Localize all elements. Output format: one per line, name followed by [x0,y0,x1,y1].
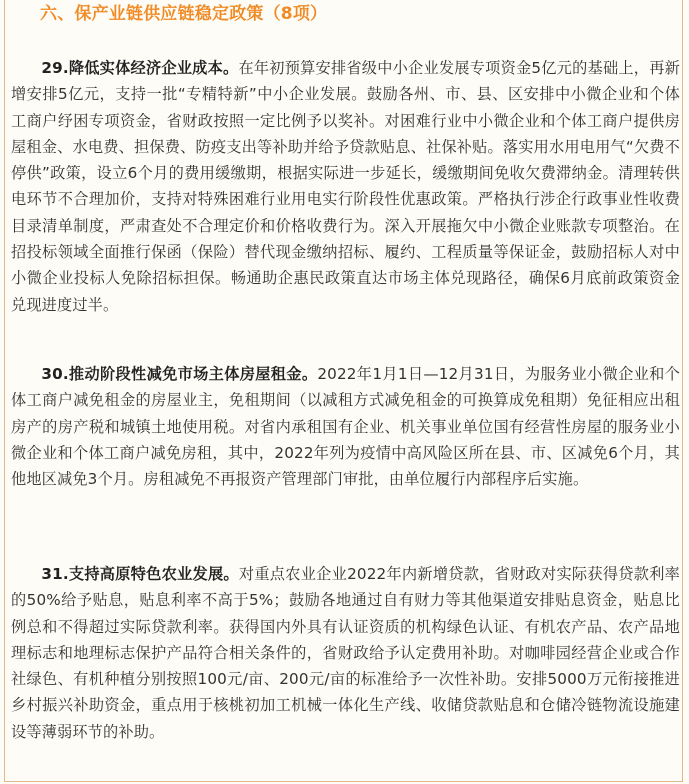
policy-paragraph-31 [11,561,680,745]
policy-title-31: 31.支持高原特色农业发展。 [41,565,239,583]
policy-body-30: 2022年1月1日—12月31日，为服务业小微企业和个体工商户减免租金的房屋业主，免租期间（以减租方式减免租金的可换算成免租期）免征相应出租房产的房产税和城镇土地使用税。对省内承租国有企业、机关事业单位国有经营性房屋的服务业小微企业和个体工商户减免房租，其中，2022年列为疫情中高风险区所在县、市、区减免6个月，其他地区减免3个月。房租减免不再报资产管理部门审批，由单位履行内部程序后实施。 [11,365,680,489]
policy-body-29: 在年初预算安排省级中小企业发展专项资金5亿元的基础上，再新增安排5亿元，支持一批“专精特新”中小企业发展。鼓励各州、市、县、区安排中小微企业和个体工商户纾困专项资金，省财政按照一定比例予以奖补。对困难行业中小微企业和个体工商户提供房屋租金、水电费、担保费、防疫支出等补助并给予贷款贴息、社保补贴。落实用水用电用气“欠费不停供”政策，设立6个月的费用缓缴期，根据实际进一步延长，缓缴期间免收欠费滞纳金。清理转供电环节不合理加价，支持对特殊困难行业用电实行阶段性优惠政策。严格执行涉企行政事业性收费目录清单制度，严肃查处不合理定价和价格收费行为。深入开展拖欠中小微企业账款专项整治。在招投标领域全面推行保函（保险）替代现金缴纳招标、履约、工程质量等保证金，鼓励招标人对中小微企业投标人免除招标担保。畅通助企惠民政策直达市场主体兑现路径，确保6月底前政策资金兑现进度过半。 [11,59,680,314]
policy-paragraph-29 [11,55,680,318]
policy-title-29: 29.降低实体经济企业成本。 [41,59,239,77]
section-heading: 六、保产业链供应链稳定政策（8项） [40,4,328,24]
policy-paragraph-30 [11,361,680,492]
policy-body-31: 对重点农业企业2022年内新增贷款，省财政对实际获得贷款利率的50%给予贴息，贴息利率不高于5%；鼓励各地通过自有财力等其他渠道安排贴息资金，贴息比例总和不得超过实际贷款利率。获得国内外具有认证资质的机构绿色认证、有机农产品、农产品地理标志和地理标志保护产品符合相关条件的，省财政给予认定费用补助。对咖啡园经营企业或合作社绿色、有机种植分别按照100元/亩、200元/亩的标准给予一次性补助。安排5000万元衔接推进乡村振兴补助资金，重点用于核桃初加工机械一体化生产线、收储贷款贴息和仓储冷链物流设施建设等薄弱环节的补助。 [11,565,680,741]
policy-title-30: 30.推动阶段性减免市场主体房屋租金。 [41,365,318,383]
